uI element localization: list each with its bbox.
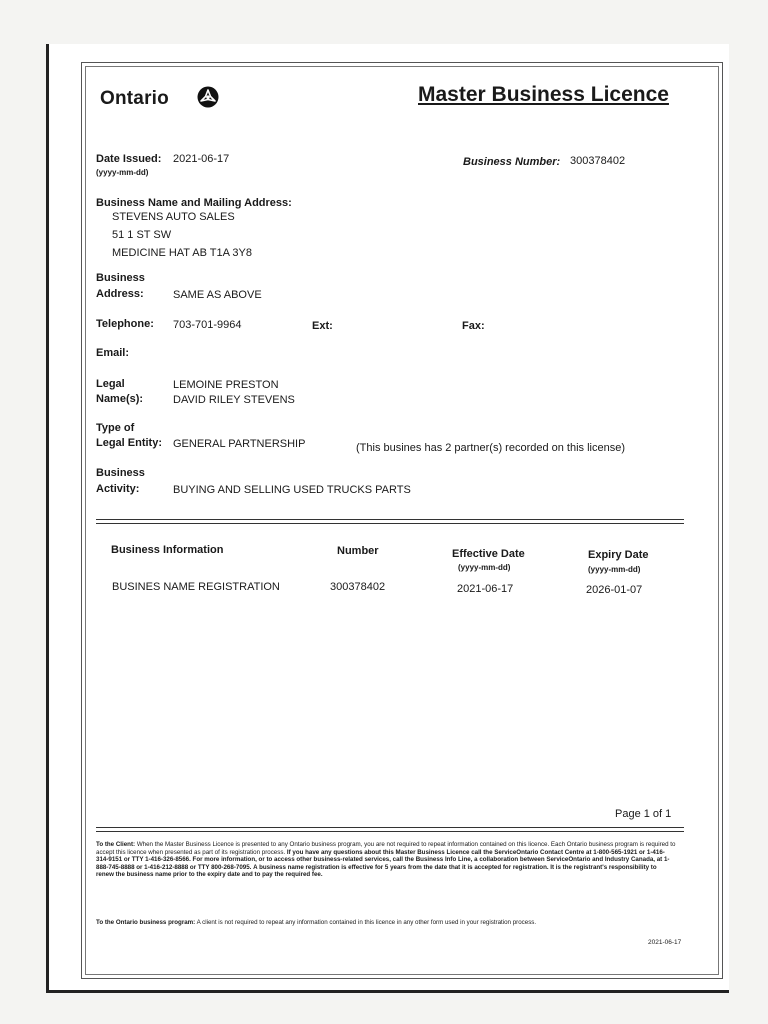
telephone-label: Telephone: <box>96 318 154 330</box>
date-format-hint: (yyyy-mm-dd) <box>96 168 149 177</box>
effective-date-format-hint: (yyyy-mm-dd) <box>458 563 511 572</box>
section-divider-top <box>96 519 684 520</box>
table-row-effective-date: 2021-06-17 <box>457 583 514 595</box>
legal-entity-label: Type of <box>96 422 135 434</box>
table-row-number: 300378402 <box>330 581 386 593</box>
legal-names-label: Legal <box>96 378 125 390</box>
document-title: Master Business Licence <box>418 83 669 106</box>
business-number-value: 300378402 <box>570 155 626 167</box>
mailing-address-label: Business Name and Mailing Address: <box>96 197 292 209</box>
expiry-date-format-hint: (yyyy-mm-dd) <box>588 565 641 574</box>
column-header-expiry-date: Expiry Date <box>588 549 649 561</box>
mailing-line-street: 51 1 ST SW <box>112 229 172 241</box>
section-divider-top-2 <box>96 523 684 524</box>
date-issued-value: 2021-06-17 <box>173 153 230 165</box>
legal-names-label-2: Name(s): <box>96 393 144 405</box>
business-number-label: Business Number: <box>463 156 561 168</box>
email-label: Email: <box>96 347 130 359</box>
partners-note: (This busines has 2 partner(s) recorded on this license) <box>356 442 626 454</box>
footer-client-label: To the Client: <box>96 841 136 848</box>
fax-label: Fax: <box>462 320 485 332</box>
footer-program-label: To the Ontario business program: <box>96 919 196 926</box>
business-activity-label: Business <box>96 467 145 479</box>
column-header-effective-date: Effective Date <box>452 548 525 560</box>
legal-name-1: LEMOINE PRESTON <box>173 379 279 391</box>
footer-questions-text: If you have any questions about this Master Business Licence call the ServiceOntario Contact Centre at 1-800-565-1921 or 1-416-314-9151 or TTY 1-416-326-8566. For more information, or to access other business-related services, call the Business Info Line, a collaboration between ServiceOntario and Industry Canada, at 1-888-745-8888 or 1-416-212-8888 or TTY 800-268-7095. <box>96 848 670 871</box>
footer-divider-2 <box>96 831 684 832</box>
legal-entity-value: GENERAL PARTNERSHIP <box>173 438 306 450</box>
column-header-business-information: Business Information <box>111 544 224 556</box>
footer-divider <box>96 827 684 828</box>
business-address-label: Business <box>96 272 145 284</box>
legal-name-2: DAVID RILEY STEVENS <box>173 394 295 406</box>
page-indicator: Page 1 of 1 <box>615 808 672 820</box>
table-row-expiry-date: 2026-01-07 <box>586 584 643 596</box>
ext-label: Ext: <box>312 320 333 332</box>
footer-program-notice <box>96 919 676 927</box>
footer-print-date: 2021-06-17 <box>648 939 682 946</box>
mailing-line-name: STEVENS AUTO SALES <box>112 211 235 223</box>
date-issued-label: Date Issued: <box>96 153 162 165</box>
footer-registration-text: A business name registration is effective for 5 years from the date that it is accepted for registration. It is the registrant's responsibility to renew the business name prior to the expiry date and to pay the required fee. <box>96 863 657 879</box>
business-activity-value: BUYING AND SELLING USED TRUCKS PARTS <box>173 484 411 496</box>
mailing-line-city: MEDICINE HAT AB T1A 3Y8 <box>112 247 252 259</box>
footer-program-text: A client is not required to repeat any information contained in this licence in any other form used in your registration process. <box>196 919 537 926</box>
footer-client-notice <box>96 841 676 879</box>
column-header-number: Number <box>337 545 379 557</box>
footer-client-text: When the Master Business Licence is presented to any Ontario business program, you are not required to repeat information contained on this licence. Each Ontario business program is required to accept this licence when presented as part of its registration process. <box>96 841 676 856</box>
legal-entity-label-2: Legal Entity: <box>96 437 163 449</box>
table-row-info: BUSINES NAME REGISTRATION <box>112 581 280 593</box>
ontario-logo-text: Ontario <box>100 88 169 109</box>
business-activity-label-2: Activity: <box>96 483 140 495</box>
ontario-trillium-icon <box>197 86 219 108</box>
telephone-value: 703-701-9964 <box>173 319 242 331</box>
business-address-label-2: Address: <box>96 288 144 300</box>
business-address-value: SAME AS ABOVE <box>173 289 262 301</box>
